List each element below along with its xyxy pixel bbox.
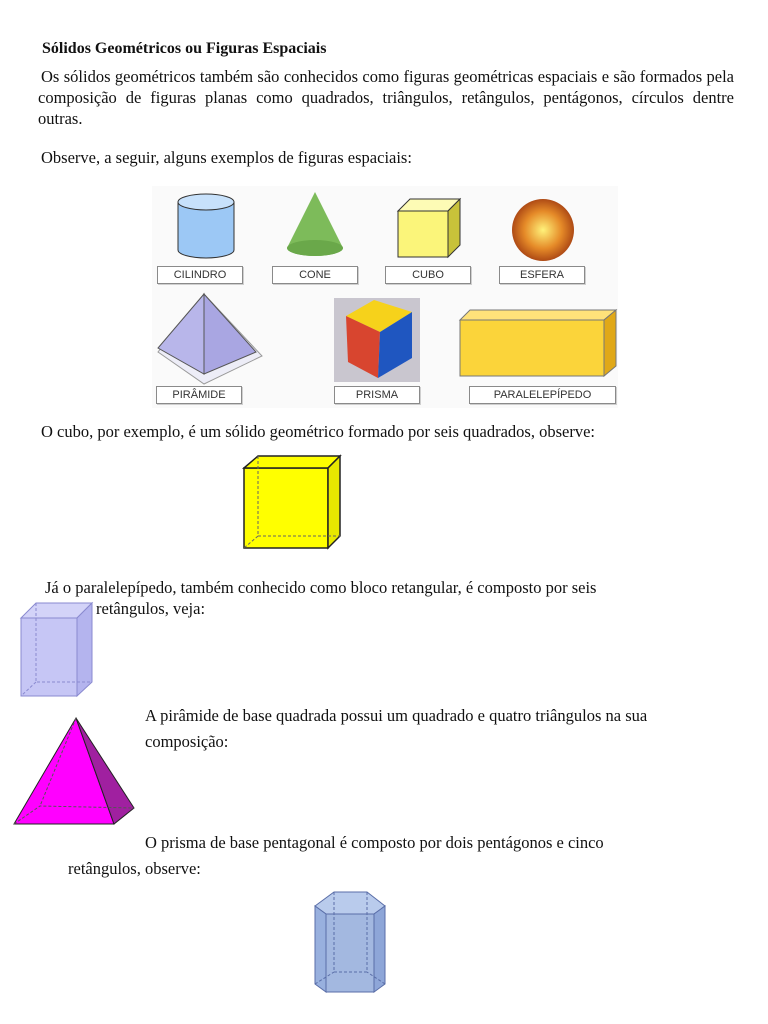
cylinder-image — [176, 192, 236, 262]
label-sphere: ESFERA — [499, 266, 585, 284]
pyramid-text-2: composição: — [145, 732, 229, 751]
cube-image — [396, 199, 462, 259]
magenta-pyramid-image — [12, 716, 136, 828]
intro-paragraph: Os sólidos geométricos também são conhecidos como figuras geométricas espaciais e são formados pela composição de figuras planas como quadrados, triângulos, retângulos, pentágonos, círculos dentre outras. — [38, 67, 734, 128]
prism-text-1: O prisma de base pentagonal é composto por dois pentágonos e cinco — [145, 833, 604, 852]
page-title: Sólidos Geométricos ou Figuras Espaciais — [42, 40, 327, 57]
label-parallelepiped: PARALELEPÍPEDO — [469, 386, 616, 404]
cone-image — [285, 192, 345, 258]
pyramid-text-1: A pirâmide de base quadrada possui um quadrado e quatro triângulos na sua — [145, 706, 648, 725]
sphere-image — [510, 198, 576, 262]
pentagonal-prism-image — [312, 888, 388, 996]
box-wireframe-image — [20, 602, 94, 698]
label-cone: CONE — [272, 266, 358, 284]
parallelepiped-image — [458, 310, 618, 380]
label-cube: CUBO — [385, 266, 471, 284]
prism-text-2: retângulos, observe: — [68, 859, 201, 878]
parallelepiped-text-1: Já o paralelepípedo, também conhecido como bloco retangular, é composto por seis — [45, 578, 597, 597]
parallelepiped-text-2: retângulos, veja: — [96, 599, 206, 618]
cube-text: O cubo, por exemplo, é um sólido geométrico formado por seis quadrados, observe: — [41, 422, 595, 441]
label-pyramid: PIRÂMIDE — [156, 386, 242, 404]
observe-intro: Observe, a seguir, alguns exemplos de figuras espaciais: — [41, 148, 412, 167]
pyramid-image — [152, 294, 264, 386]
label-cylinder: CILINDRO — [157, 266, 243, 284]
prism-photo — [334, 298, 420, 382]
examples-figure — [152, 186, 618, 408]
label-prism: PRISMA — [334, 386, 420, 404]
cube-wireframe-image — [242, 454, 344, 550]
